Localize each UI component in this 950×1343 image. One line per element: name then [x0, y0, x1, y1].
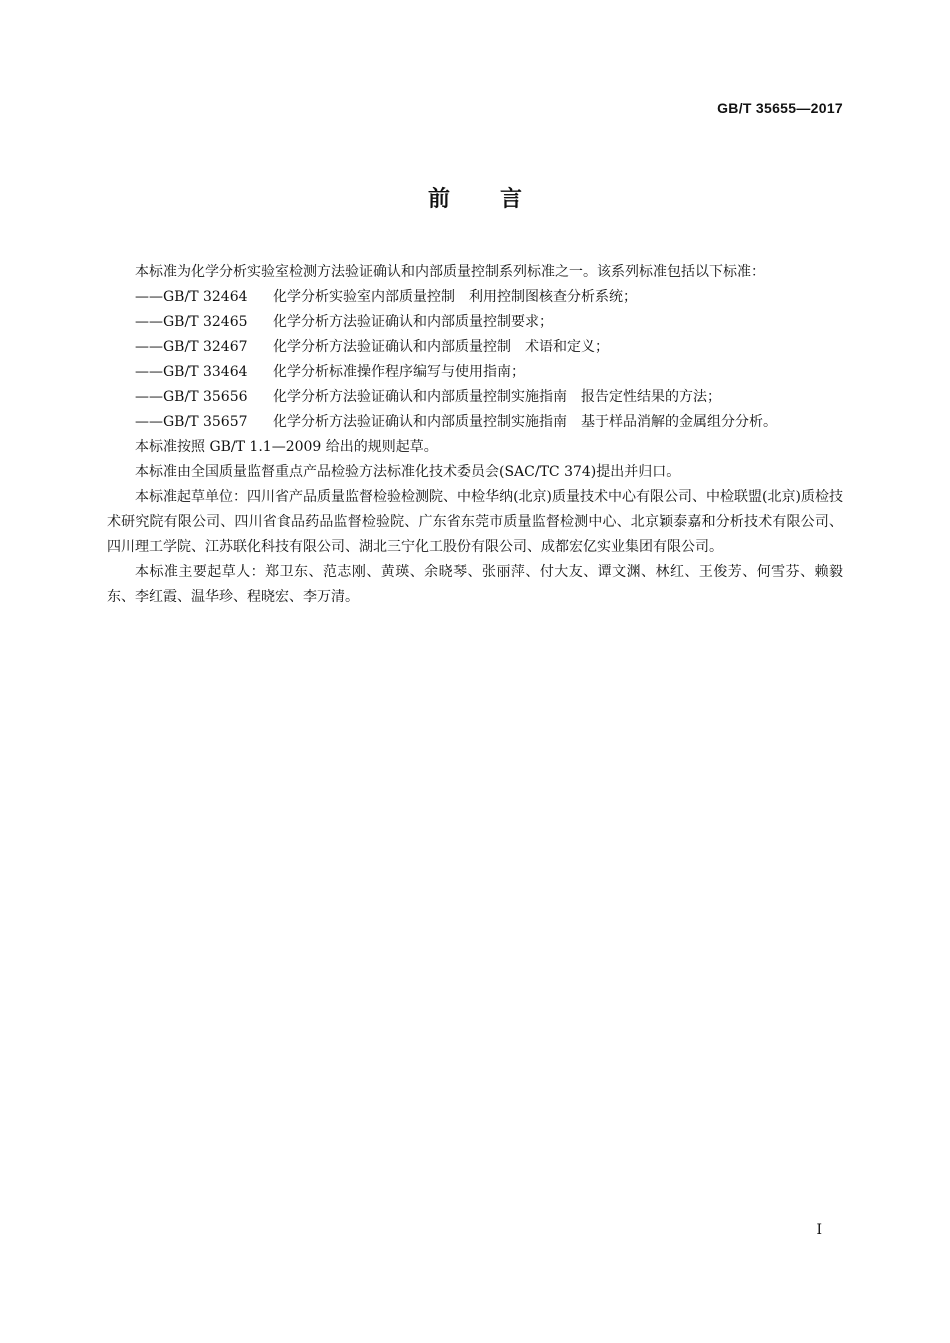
list-dash: ——	[135, 339, 163, 355]
standard-description: 化学分析方法验证确认和内部质量控制要求；	[273, 314, 553, 330]
standard-description: 化学分析方法验证确认和内部质量控制实施指南 基于样品消解的金属组分分析。	[273, 414, 777, 430]
standard-description: 化学分析实验室内部质量控制 利用控制图核查分析系统；	[273, 289, 637, 305]
list-dash: ——	[135, 389, 163, 405]
standard-number: GB/T 32465	[163, 314, 248, 330]
drafters-paragraph: 本标准主要起草人：郑卫东、范志刚、黄瑛、余晓琴、张丽萍、付大友、谭文渊、林红、王俊芳、何雪芬、赖毅东、李红霞、温华珍、程晓宏、李万清。	[107, 564, 843, 605]
list-dash: ——	[135, 314, 163, 330]
drafting-rules-paragraph: 本标准按照 GB/T 1.1—2009 给出的规则起草。	[135, 439, 438, 455]
list-item	[107, 310, 843, 335]
list-dash: ——	[135, 364, 163, 380]
list-item	[107, 410, 843, 435]
list-dash: ——	[135, 289, 163, 305]
foreword-body	[107, 260, 843, 610]
standard-code-header: GB/T 35655—2017	[717, 100, 843, 116]
drafting-units-paragraph: 本标准起草单位：四川省产品质量监督检验检测院、中检华纳(北京)质量技术中心有限公司、中检联盟(北京)质检技术研究院有限公司、四川省食品药品监督检验院、广东省东莞市质量监督检测中心、北京颖泰嘉和分析技术有限公司、四川理工学院、江苏联化科技有限公司、湖北三宁化工股份有限公司、成都宏亿实业集团有限公司。	[107, 489, 843, 555]
page-number: I	[816, 1222, 822, 1238]
list-item	[107, 285, 843, 310]
standard-description: 化学分析方法验证确认和内部质量控制 术语和定义；	[273, 339, 609, 355]
proposal-paragraph: 本标准由全国质量监督重点产品检验方法标准化技术委员会(SAC/TC 374)提出并归口。	[135, 464, 681, 480]
standard-number: GB/T 35657	[163, 414, 248, 430]
standard-number: GB/T 32467	[163, 339, 248, 355]
standard-description: 化学分析方法验证确认和内部质量控制实施指南 报告定性结果的方法；	[273, 389, 721, 405]
page-title: 前言	[427, 187, 572, 212]
intro-paragraph: 本标准为化学分析实验室检测方法验证确认和内部质量控制系列标准之一。该系列标准包括以下标准：	[135, 264, 765, 280]
list-item	[107, 360, 843, 385]
list-dash: ——	[135, 414, 163, 430]
standard-description: 化学分析标准操作程序编写与使用指南；	[273, 364, 525, 380]
list-item	[107, 385, 843, 410]
standard-number: GB/T 33464	[163, 364, 248, 380]
standard-number: GB/T 35656	[163, 389, 248, 405]
standard-number: GB/T 32464	[163, 289, 248, 305]
list-item	[107, 335, 843, 360]
